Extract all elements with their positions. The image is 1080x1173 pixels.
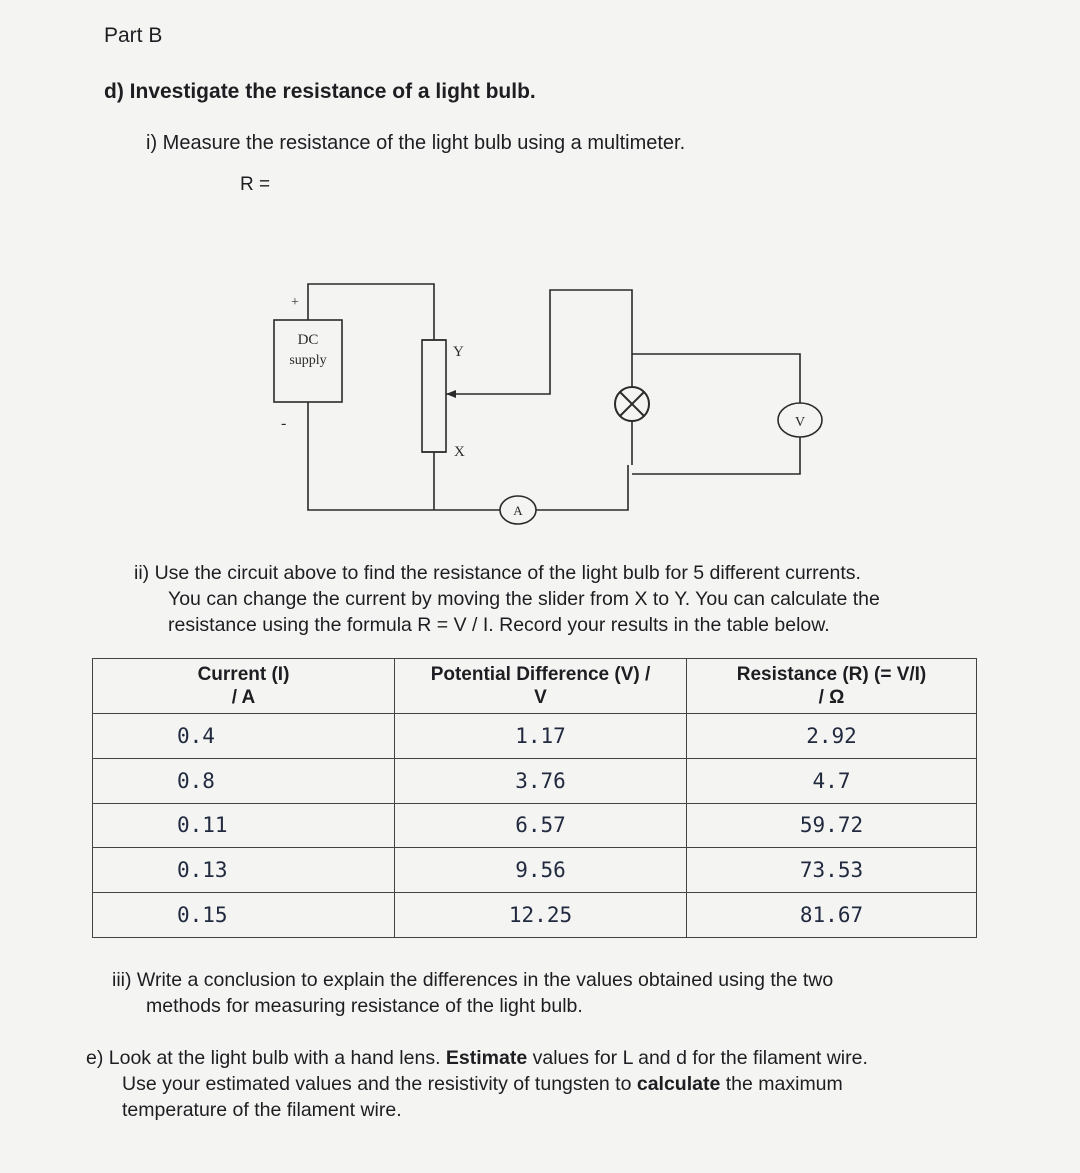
pd-cell: 9.56 <box>395 848 687 893</box>
results-table <box>92 658 977 938</box>
table-row <box>93 714 977 759</box>
question-d-ii-line2: You can change the current by moving the slider from X to Y. You can calculate the <box>168 588 880 610</box>
supply-minus-label: - <box>281 415 287 432</box>
resistance-cell: 81.67 <box>687 893 977 938</box>
question-d-iii <box>112 967 833 1019</box>
table-row <box>93 758 977 803</box>
current-cell: 0.4 <box>93 714 395 759</box>
current-cell: 0.11 <box>93 803 395 848</box>
header-potential-difference: Potential Difference (V) / V <box>395 659 687 714</box>
question-e-line1: e) Look at the light bulb with a hand lens. Estimate values for L and d for the filament wire. <box>86 1047 868 1069</box>
pd-cell: 12.25 <box>395 893 687 938</box>
question-e-line2: Use your estimated values and the resistivity of tungsten to calculate the maximum <box>122 1073 843 1095</box>
ammeter-label: A <box>513 503 523 518</box>
slider-label-y: Y <box>453 344 464 360</box>
resistance-cell: 73.53 <box>687 848 977 893</box>
current-cell: 0.13 <box>93 848 395 893</box>
question-d-iii-line2: methods for measuring resistance of the light bulb. <box>146 995 583 1017</box>
header-resistance: Resistance (R) (= V/I) / Ω <box>687 659 977 714</box>
current-cell: 0.8 <box>93 758 395 803</box>
potentiometer <box>422 340 446 452</box>
current-cell: 0.15 <box>93 893 395 938</box>
header-current: Current (I) / A <box>93 659 395 714</box>
pd-cell: 3.76 <box>395 758 687 803</box>
part-title: Part B <box>104 24 163 47</box>
question-d-ii <box>134 560 880 638</box>
question-e <box>86 1045 868 1123</box>
voltmeter-label: V <box>794 415 806 430</box>
resistance-cell: 4.7 <box>687 758 977 803</box>
question-d-iii-line1: iii) Write a conclusion to explain the differences in the values obtained using the two <box>112 969 834 991</box>
question-d-heading: d) Investigate the resistance of a light bulb. <box>104 80 536 103</box>
question-e-line3: temperature of the filament wire. <box>122 1099 402 1121</box>
table-row <box>93 803 977 848</box>
ammeter-symbol <box>500 496 536 524</box>
table-header-row <box>93 659 977 714</box>
question-d-ii-line3: resistance using the formula R = V / I. Record your results in the table below. <box>168 614 830 636</box>
supply-plus-label: + <box>291 295 299 310</box>
pd-cell: 6.57 <box>395 803 687 848</box>
table-row <box>93 893 977 938</box>
resistance-cell: 2.92 <box>687 714 977 759</box>
supply-label-supply: supply <box>289 353 327 368</box>
slider-label-x: X <box>454 444 465 460</box>
voltmeter-symbol <box>778 403 822 437</box>
question-d-i: i) Measure the resistance of the light bulb using a multimeter. <box>146 132 686 154</box>
supply-label-dc: DC <box>297 332 319 348</box>
resistance-cell: 59.72 <box>687 803 977 848</box>
bulb-symbol <box>615 387 649 421</box>
question-d-ii-line1: ii) Use the circuit above to find the resistance of the light bulb for 5 different currents. <box>134 562 861 584</box>
table-row <box>93 848 977 893</box>
pd-cell: 1.17 <box>395 714 687 759</box>
resistance-answer-line: R = <box>240 174 271 195</box>
circuit-diagram <box>260 270 850 540</box>
